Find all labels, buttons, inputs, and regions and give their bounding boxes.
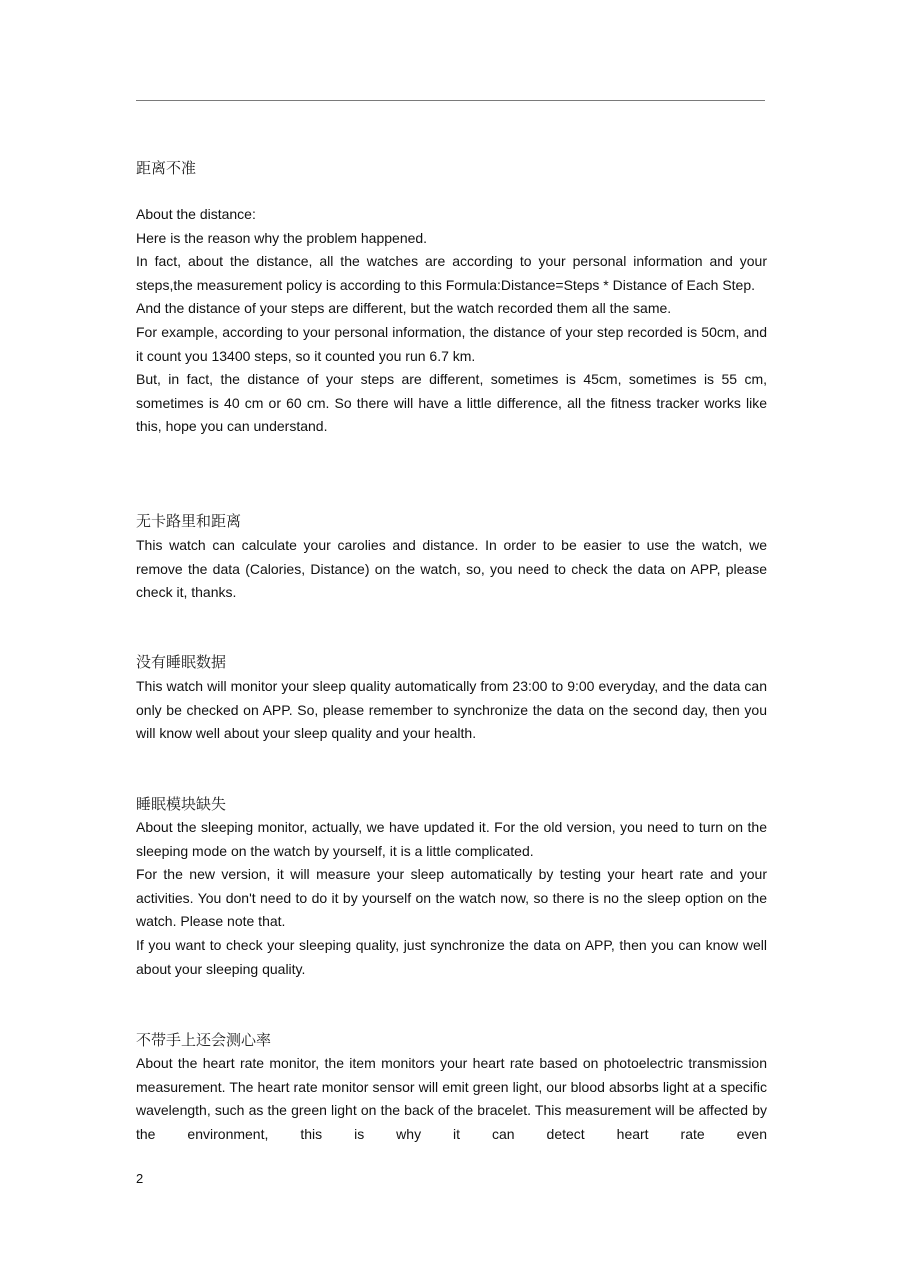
- section-body-calories: [136, 534, 767, 605]
- section-heading-heart-rate: 不带手上还会测心率: [136, 1031, 272, 1049]
- paragraph: But, in fact, the distance of your steps are different, sometimes is 45cm, sometimes is 55 cm, sometimes is 40 cm or 60 cm. So there will have a little difference, all the fitness tracker works like this, hope you can understand.: [136, 371, 767, 435]
- paragraph: This watch will monitor your sleep quality automatically from 23:00 to 9:00 everyday, and the data can only be checked on APP. So, please remember to synchronize the data on the second day, then you will know well about your sleep quality and your health.: [136, 678, 767, 742]
- paragraph: For example, according to your personal information, the distance of your step recorded is 50cm, and it count you 13400 steps, so it counted you run 6.7 km.: [136, 323, 767, 364]
- section-heading-sleep-module: 睡眠模块缺失: [136, 795, 227, 813]
- section-heading-sleep-data: 没有睡眠数据: [136, 653, 227, 671]
- paragraph: About the heart rate monitor, the item monitors your heart rate based on photoelectric transmission measurement. The heart rate monitor sensor will emit green light, our blood absorbs light at a specific wavelength, such as the green light on the back of the bracelet. This measurement will be affected by the environment, this is why it can detect heart rate even: [136, 1055, 767, 1142]
- paragraph: If you want to check your sleeping quality, just synchronize the data on APP, then you can know well about your sleeping quality.: [136, 936, 767, 977]
- section-body-sleep-data: [136, 675, 767, 746]
- section-body-heart-rate: [136, 1052, 767, 1146]
- header-rule: [136, 100, 765, 101]
- section-body-sleep-module: [136, 816, 767, 981]
- paragraph: For the new version, it will measure your sleep automatically by testing your heart rate and your activities. You don't need to do it by yourself on the watch now, so there is no the sleep option on the watch. Please note that.: [136, 866, 767, 930]
- paragraph: And the distance of your steps are different, but the watch recorded them all the same.: [136, 300, 672, 317]
- section-heading-distance: 距离不准: [136, 159, 197, 177]
- paragraph: In fact, about the distance, all the watches are according to your personal information and your steps,the measurement policy is according to this Formula:Distance=Steps * Distance of Each Step.: [136, 253, 767, 293]
- paragraph: About the distance:: [136, 206, 256, 222]
- section-body-distance: [136, 203, 767, 439]
- paragraph: Here is the reason why the problem happened.: [136, 229, 428, 246]
- section-heading-calories: 无卡路里和距离: [136, 512, 242, 530]
- paragraph: This watch can calculate your carolies and distance. In order to be easier to use the watch, we remove the data (Calories, Distance) on the watch, so, you need to check the data on APP, please check it, thanks.: [136, 537, 767, 601]
- page-number: 2: [136, 1171, 144, 1186]
- paragraph: About the sleeping monitor, actually, we have updated it. For the old version, you need to turn on the sleeping mode on the watch by yourself, it is a little complicated.: [136, 819, 767, 859]
